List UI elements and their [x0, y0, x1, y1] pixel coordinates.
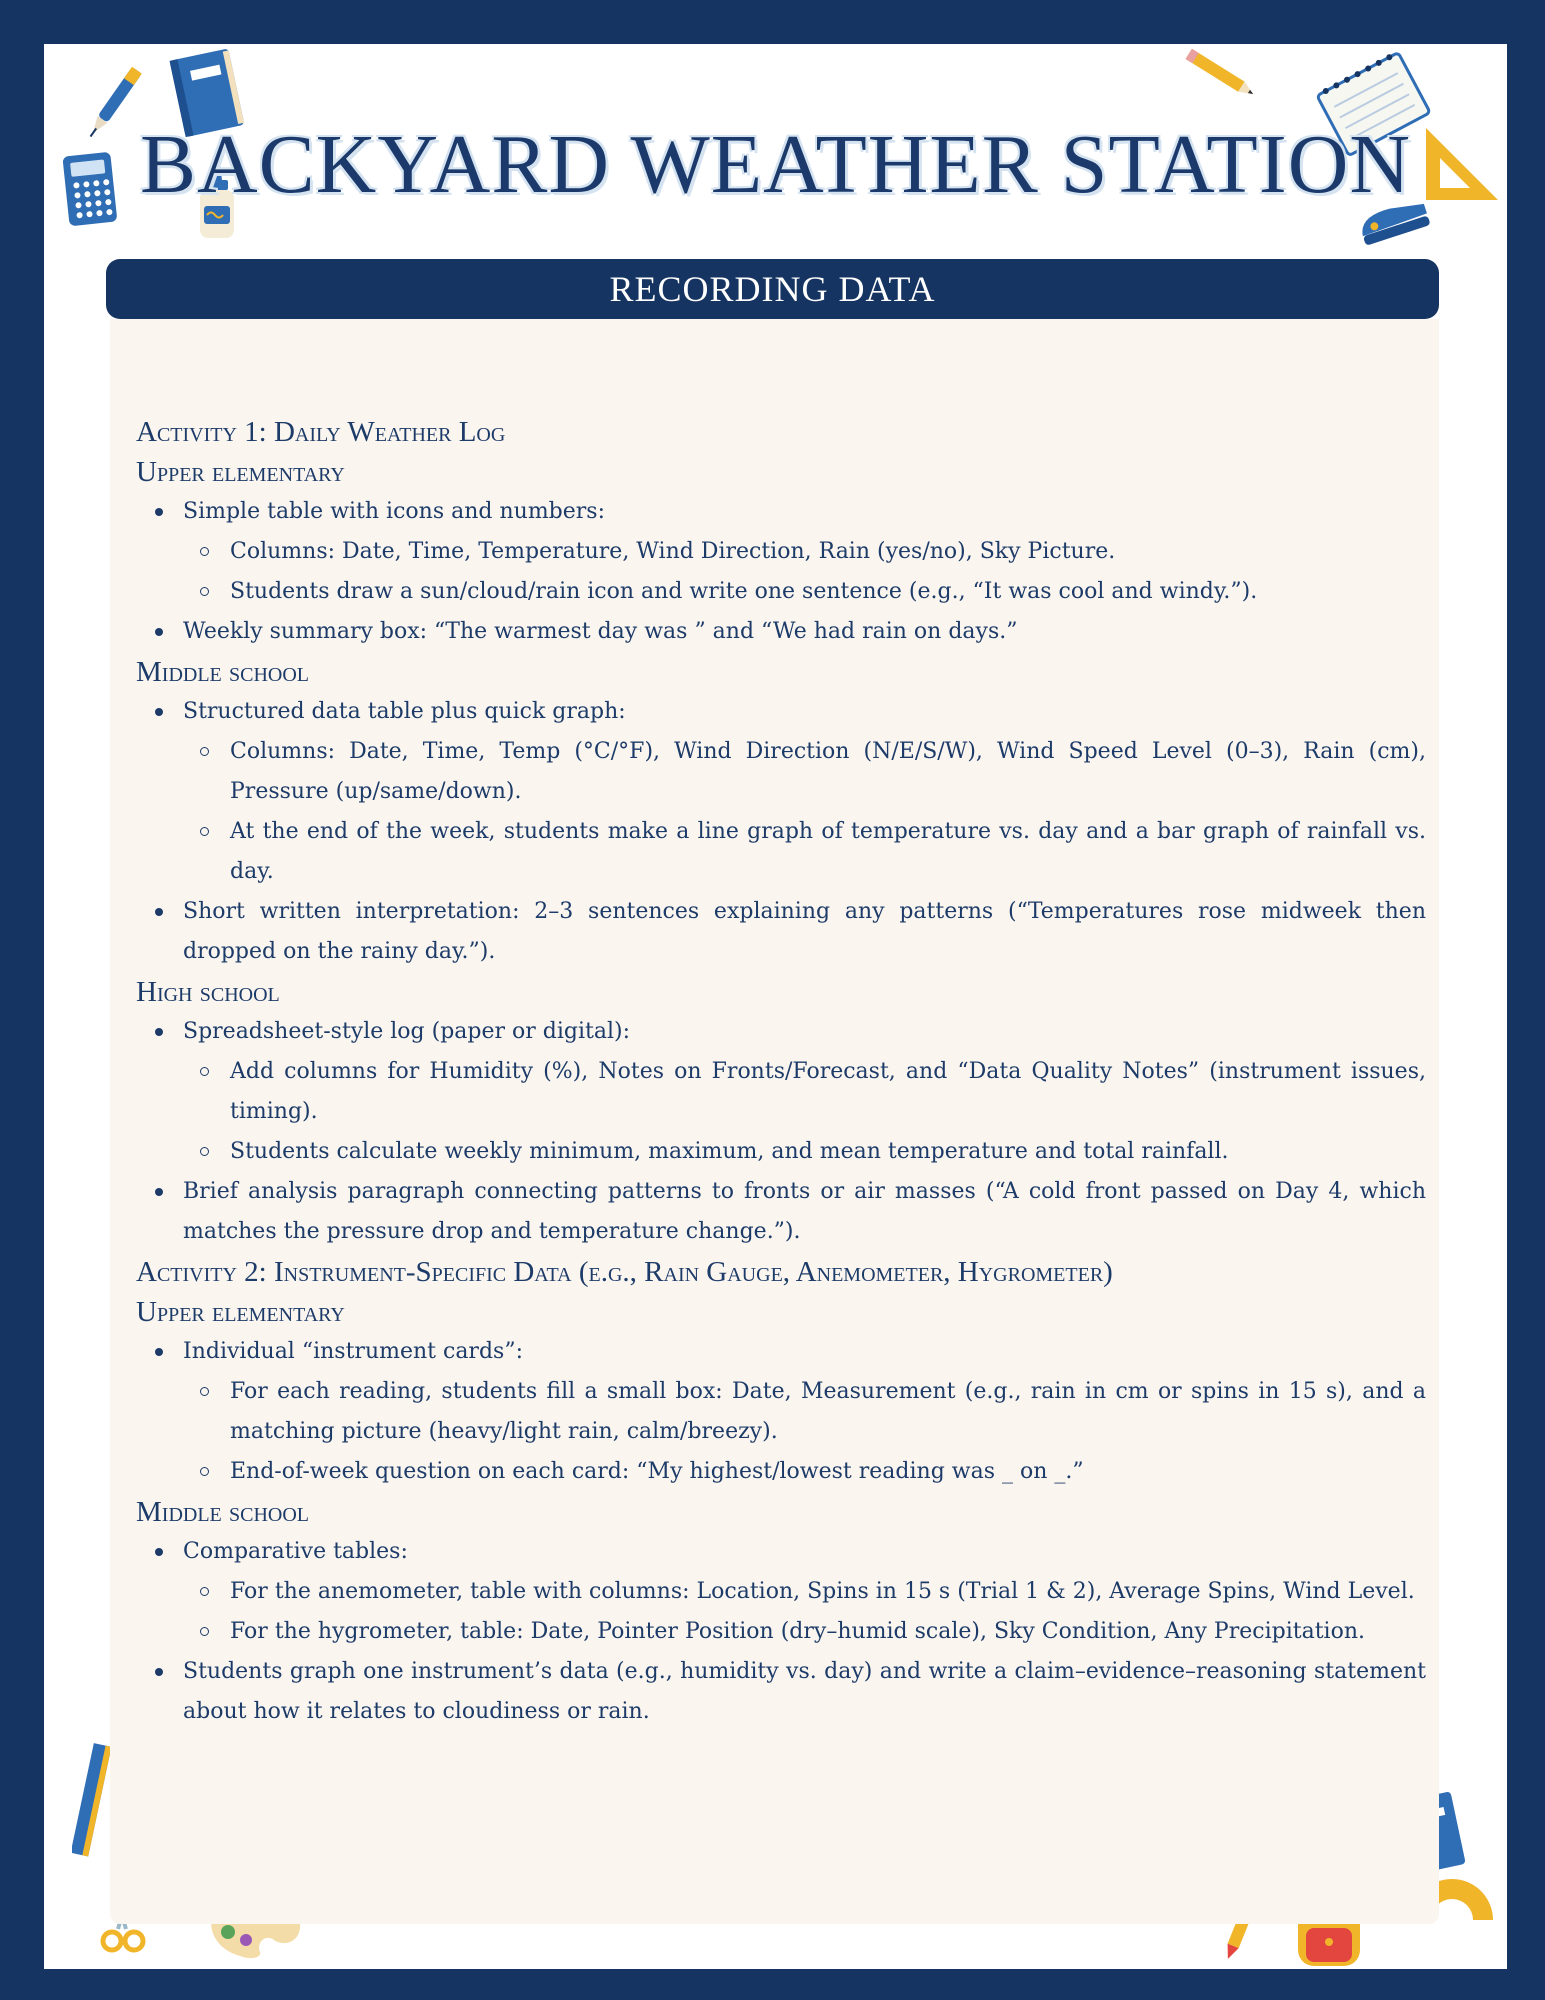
heading: Upper elementary: [136, 456, 345, 488]
page-title: BACKYARD WEATHER STATION: [139, 118, 1412, 211]
bullet-item: Spreadsheet-style log (paper or digital):: [136, 1012, 1426, 1052]
section-banner: RECORDING DATA: [106, 259, 1439, 319]
bullet-item: Students graph one instrument’s data (e.g., humidity vs. day) and write a claim–evidence–reasoning statement about how it relates to cloudiness or rain.: [136, 1652, 1426, 1732]
bullet-item: Brief analysis paragraph connecting patterns to fronts or air masses (“A cold front passed on Day 4, which matches the pressure drop and temperature change.”).: [136, 1172, 1426, 1252]
bullet-item: Simple table with icons and numbers:: [136, 492, 1426, 532]
bullet-item: Short written interpretation: 2–3 sentences explaining any patterns (“Temperatures rose midweek then dropped on the rainy day.”).: [136, 892, 1426, 972]
sub-bullet-item: Columns: Date, Time, Temp (°C/°F), Wind Direction (N/E/S/W), Wind Speed Level (0–3), Rain (cm), Pressure (up/same/down).: [136, 732, 1426, 812]
heading: Upper elementary: [136, 1296, 345, 1328]
heading: Middle school: [136, 656, 310, 688]
content-body: [136, 412, 1426, 1732]
sub-bullet-item: Students calculate weekly minimum, maximum, and mean temperature and total rainfall.: [136, 1132, 1426, 1172]
sub-bullet-item: Students draw a sun/cloud/rain icon and write one sentence (e.g., “It was cool and windy.”).: [136, 572, 1426, 612]
bullet-item: Structured data table plus quick graph:: [136, 692, 1426, 732]
bullet-item: Individual “instrument cards”:: [136, 1332, 1426, 1372]
heading: Activity 1: Daily Weather Log: [136, 416, 506, 448]
pencil-icon: [1179, 44, 1264, 104]
heading: Middle school: [136, 1496, 310, 1528]
bullet-item: Weekly summary box: “The warmest day was ” and “We had rain on days.”: [136, 612, 1426, 652]
bullet-item: Comparative tables:: [136, 1532, 1426, 1572]
heading: High school: [136, 976, 280, 1008]
worksheet-page: [44, 44, 1507, 1969]
sub-bullet-item: For each reading, students fill a small box: Date, Measurement (e.g., rain in cm or spins in 15 s), and a matching picture (heavy/light rain, calm/breezy).: [136, 1372, 1426, 1452]
ruler-icon: [72, 1740, 112, 1860]
sub-bullet-item: Columns: Date, Time, Temperature, Wind Direction, Rain (yes/no), Sky Picture.: [136, 532, 1426, 572]
sub-bullet-item: End-of-week question on each card: “My highest/lowest reading was _ on _.”: [136, 1452, 1426, 1492]
sub-bullet-item: For the anemometer, table with columns: Location, Spins in 15 s (Trial 1 & 2), Average Spins, Wind Level.: [136, 1572, 1426, 1612]
sub-bullet-item: Add columns for Humidity (%), Notes on Fronts/Forecast, and “Data Quality Notes” (instrument issues, timing).: [136, 1052, 1426, 1132]
heading: Activity 2: Instrument-Specific Data (e.g., Rain Gauge, Anemometer, Hygrometer): [136, 1256, 1113, 1288]
sub-bullet-item: At the end of the week, students make a line graph of temperature vs. day and a bar graph of rainfall vs. day.: [136, 812, 1426, 892]
sub-bullet-item: For the hygrometer, table: Date, Pointer Position (dry–humid scale), Sky Condition, Any Precipitation.: [136, 1612, 1426, 1652]
